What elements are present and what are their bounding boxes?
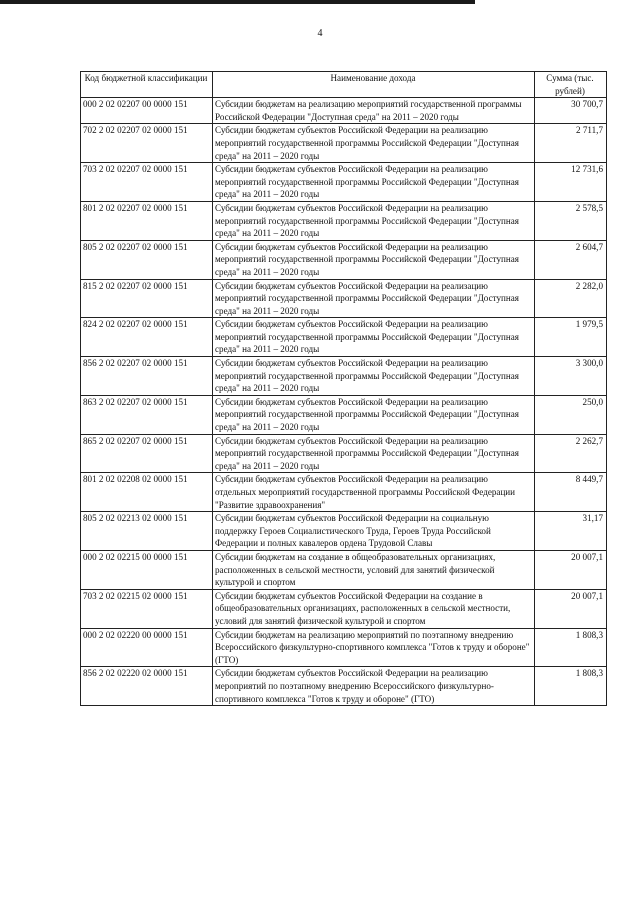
table-row [81,628,607,667]
row-code: 815 2 02 02207 02 0000 151 [81,279,213,318]
row-code: 863 2 02 02207 02 0000 151 [81,395,213,434]
row-code: 856 2 02 02220 02 0000 151 [81,667,213,706]
row-sum: 8 449,7 [535,473,607,512]
row-sum: 12 731,6 [535,163,607,202]
table-row [81,667,607,706]
row-name: Субсидии бюджетам субъектов Российской Федерации на реализацию мероприятий государственной программы Российской Федерации "Доступная среда" на 2011 – 2020 годы [213,318,535,357]
row-sum: 2 578,5 [535,201,607,240]
header-sum: Сумма (тыс. рублей) [535,72,607,98]
row-code: 000 2 02 02215 00 0000 151 [81,550,213,589]
row-sum: 2 282,0 [535,279,607,318]
table-row [81,395,607,434]
row-name: Субсидии бюджетам субъектов Российской Федерации на реализацию мероприятий по поэтапному внедрению Всероссийского физкультурно-спортивного комплекса "Готов к труду и обороне" (ГТО) [213,667,535,706]
row-name: Субсидии бюджетам субъектов Российской Федерации на реализацию мероприятий государственной программы Российской Федерации "Доступная среда" на 2011 – 2020 годы [213,163,535,202]
row-code: 000 2 02 02220 00 0000 151 [81,628,213,667]
table-header-row [81,72,607,98]
row-name: Субсидии бюджетам субъектов Российской Федерации на реализацию мероприятий государственной программы Российской Федерации "Доступная среда" на 2011 – 2020 годы [213,434,535,473]
row-code: 703 2 02 02207 02 0000 151 [81,163,213,202]
row-name: Субсидии бюджетам субъектов Российской Федерации на социальную поддержку Героев Социалистического Труда, Героев Труда Российской Федерации и полных кавалеров ордена Трудовой Славы [213,512,535,551]
row-sum: 2 262,7 [535,434,607,473]
row-name: Субсидии бюджетам субъектов Российской Федерации на создание в общеобразовательных организациях, расположенных в сельской местности, условий для занятий физической культурой и спортом [213,589,535,628]
row-code: 805 2 02 02207 02 0000 151 [81,240,213,279]
row-code: 703 2 02 02215 02 0000 151 [81,589,213,628]
row-sum: 20 007,1 [535,589,607,628]
row-sum: 1 808,3 [535,667,607,706]
page-number: 4 [317,28,323,39]
table-row [81,473,607,512]
table-row [81,201,607,240]
table-row [81,318,607,357]
row-name: Субсидии бюджетам субъектов Российской Федерации на реализацию мероприятий государственной программы Российской Федерации "Доступная среда" на 2011 – 2020 годы [213,279,535,318]
row-code: 702 2 02 02207 02 0000 151 [81,124,213,163]
scan-top-rule [0,0,475,4]
table-row [81,98,607,124]
row-sum: 30 700,7 [535,98,607,124]
table-row [81,589,607,628]
row-sum: 250,0 [535,395,607,434]
table-row [81,357,607,396]
row-sum: 1 808,3 [535,628,607,667]
table-row [81,279,607,318]
row-code: 000 2 02 02207 00 0000 151 [81,98,213,124]
row-name: Субсидии бюджетам субъектов Российской Федерации на реализацию мероприятий государственной программы Российской Федерации "Доступная среда" на 2011 – 2020 годы [213,201,535,240]
header-name: Наименование дохода [213,72,535,98]
row-code: 824 2 02 02207 02 0000 151 [81,318,213,357]
row-code: 801 2 02 02207 02 0000 151 [81,201,213,240]
row-sum: 2 604,7 [535,240,607,279]
header-code: Код бюджетной классификации [81,72,213,98]
table-row [81,550,607,589]
row-sum: 1 979,5 [535,318,607,357]
row-name: Субсидии бюджетам субъектов Российской Федерации на реализацию мероприятий государственной программы Российской Федерации "Доступная среда" на 2011 – 2020 годы [213,124,535,163]
row-code: 801 2 02 02208 02 0000 151 [81,473,213,512]
row-name: Субсидии бюджетам субъектов Российской Федерации на реализацию отдельных мероприятий государственной программы Российской Федерации "Развитие здравоохранения" [213,473,535,512]
row-sum: 20 007,1 [535,550,607,589]
table-row [81,512,607,551]
row-code: 805 2 02 02213 02 0000 151 [81,512,213,551]
table-row [81,163,607,202]
table-row [81,240,607,279]
row-name: Субсидии бюджетам на создание в общеобразовательных организациях, расположенных в сельской местности, условий для занятий физической культурой и спортом [213,550,535,589]
row-name: Субсидии бюджетам субъектов Российской Федерации на реализацию мероприятий государственной программы Российской Федерации "Доступная среда" на 2011 – 2020 годы [213,357,535,396]
table-row [81,124,607,163]
row-sum: 3 300,0 [535,357,607,396]
table-row [81,434,607,473]
row-name: Субсидии бюджетам субъектов Российской Федерации на реализацию мероприятий государственной программы Российской Федерации "Доступная среда" на 2011 – 2020 годы [213,240,535,279]
row-sum: 31,17 [535,512,607,551]
row-name: Субсидии бюджетам субъектов Российской Федерации на реализацию мероприятий государственной программы Российской Федерации "Доступная среда" на 2011 – 2020 годы [213,395,535,434]
budget-revenue-table [80,71,607,706]
row-name: Субсидии бюджетам на реализацию мероприятий по поэтапному внедрению Всероссийского физкультурно-спортивного комплекса "Готов к труду и обороне" (ГТО) [213,628,535,667]
row-sum: 2 711,7 [535,124,607,163]
row-code: 865 2 02 02207 02 0000 151 [81,434,213,473]
row-name: Субсидии бюджетам на реализацию мероприятий государственной программы Российской Федерации "Доступная среда" на 2011 – 2020 годы [213,98,535,124]
row-code: 856 2 02 02207 02 0000 151 [81,357,213,396]
